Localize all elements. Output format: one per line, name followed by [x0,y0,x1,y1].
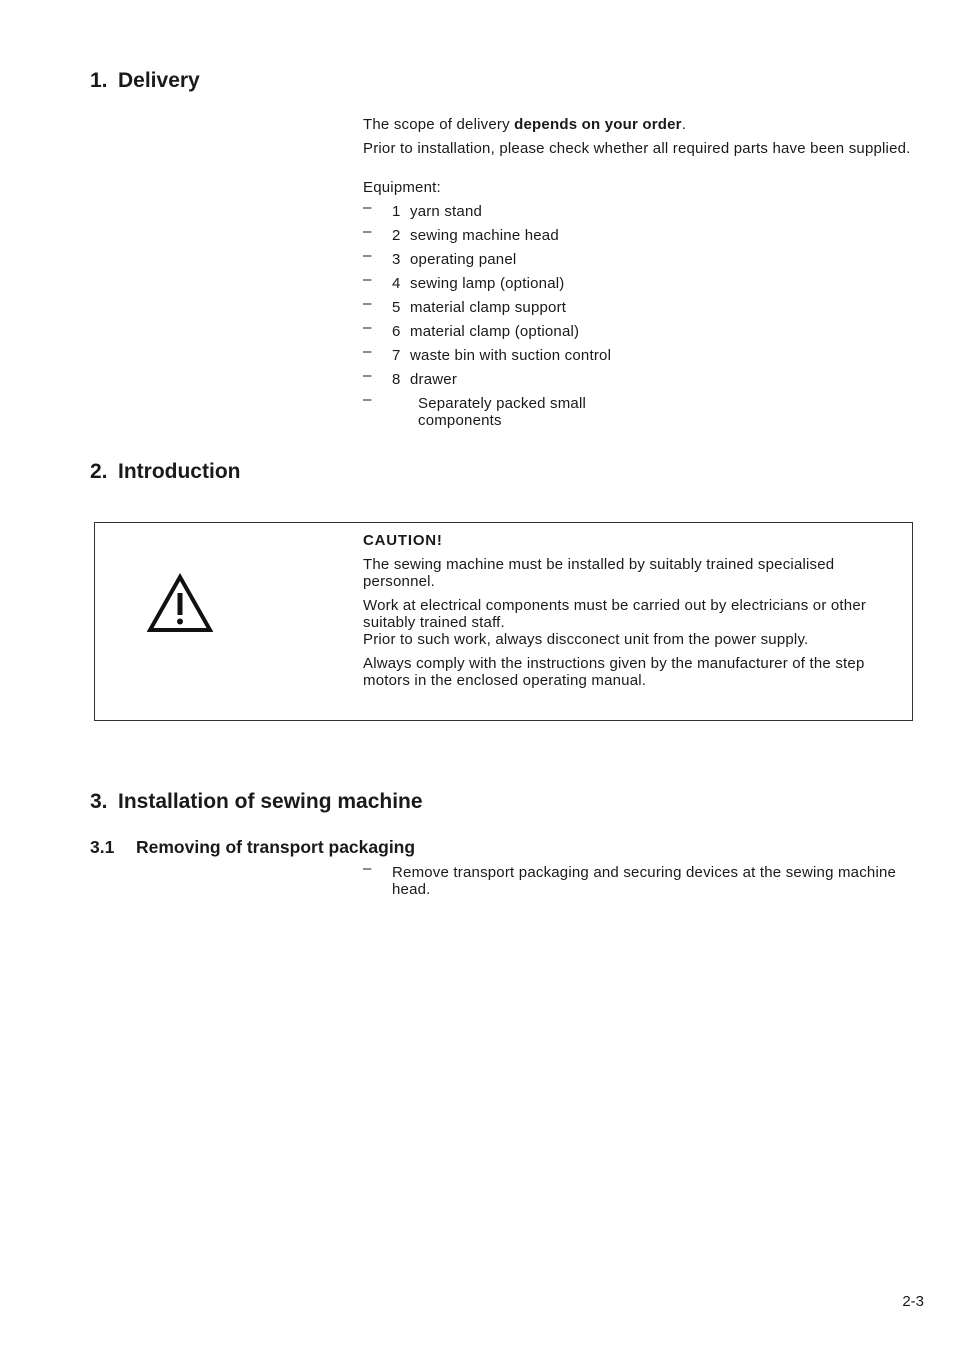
list-item [363,247,913,275]
transport-item-text: Remove transport packaging and securing devices at the sewing machine head. [392,864,897,898]
list-item [363,319,913,347]
section-heading-delivery [90,69,200,93]
list-item [363,295,913,323]
section-heading-introduction [90,460,240,484]
section-number: 1. [90,69,108,92]
warning-triangle-icon [147,573,213,633]
list-item [363,367,913,395]
dash-mark: – [363,199,372,216]
item-label: sewing lamp (optional) [410,275,565,292]
item-number: 4 [392,275,401,292]
scope-bold: depends on your order [514,116,682,133]
dash-mark: – [363,391,372,408]
section-title: Delivery [118,69,200,92]
section-heading-installation [90,790,423,814]
caution-title: CAUTION! [363,532,443,549]
section-number: 2. [90,460,108,483]
equipment-label: Equipment: [363,179,441,196]
item-label: operating panel [410,251,517,268]
subsection-number: 3.1 [90,837,115,857]
dash-mark: – [363,367,372,384]
caution-paragraph-2b: Prior to such work, always discconect unit from the power supply. [363,631,809,648]
list-item [363,860,913,898]
delivery-content [363,116,913,429]
equipment-list [363,199,913,429]
item-label: sewing machine head [410,227,559,244]
item-number: 3 [392,251,401,268]
item-number: 6 [392,323,401,340]
item-label: waste bin with suction control [410,347,612,364]
scope-prefix: The scope of delivery [363,116,515,133]
caution-box [94,522,913,721]
dash-mark: – [363,343,372,360]
caution-paragraph-2a: Work at electrical components must be carried out by electricians or other suitably trained staff. [363,597,867,631]
item-number: 2 [392,227,401,244]
subsection-heading-transport-packaging [90,837,415,857]
dash-mark: – [363,860,372,877]
list-item [363,223,913,251]
item-label-line-2: components [418,412,502,429]
transport-content [363,860,913,898]
item-number: 1 [392,203,401,220]
dash-mark: – [363,319,372,336]
list-item [363,271,913,299]
subsection-title: Removing of transport packaging [136,837,416,857]
check-paragraph: Prior to installation, please check whether all required parts have been supplied. [363,140,911,157]
dash-mark: – [363,295,372,312]
scope-paragraph [363,116,913,133]
scope-suffix: . [681,116,687,133]
section-title: Installation of sewing machine [118,790,423,813]
item-label: drawer [410,371,458,388]
dash-mark: – [363,271,372,288]
item-label: yarn stand [410,203,483,220]
page-number: 2-3 [902,1293,924,1310]
section-number: 3. [90,790,108,813]
section-title: Introduction [118,460,241,483]
list-item [363,343,913,371]
item-number: 7 [392,347,401,364]
item-number: 5 [392,299,401,316]
transport-list [363,860,913,898]
list-item [363,199,913,227]
caution-text [363,532,903,696]
item-label-line-1: Separately packed small [418,395,587,412]
item-label: material clamp support [410,299,567,316]
item-label: material clamp (optional) [410,323,580,340]
caution-paragraph-1: The sewing machine must be installed by suitably trained specialised personnel. [363,556,835,590]
dash-mark: – [363,247,372,264]
item-number: 8 [392,371,401,388]
dash-mark: – [363,223,372,240]
list-item [363,391,913,429]
caution-paragraph-3: Always comply with the instructions given by the manufacturer of the step motors in the enclosed operating manual. [363,655,865,689]
